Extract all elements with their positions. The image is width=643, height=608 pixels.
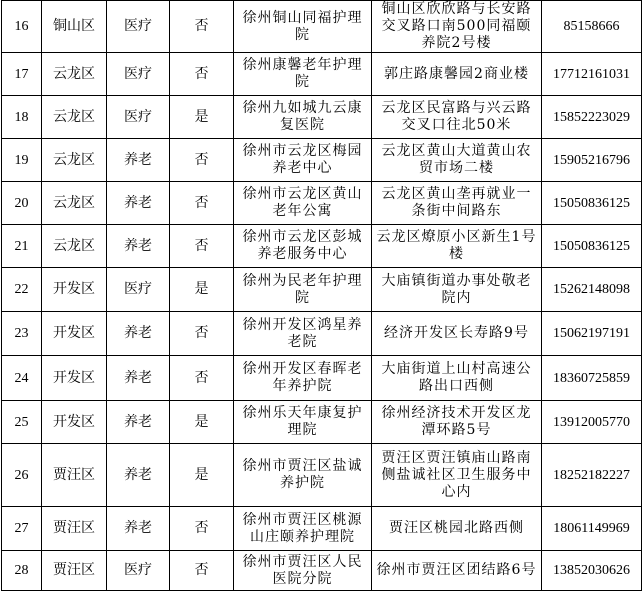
type-cell: 养老	[107, 139, 170, 182]
row-number: 19	[2, 139, 42, 182]
institution-name-cell: 徐州铜山同福护理院	[234, 1, 372, 53]
table-row	[2, 401, 642, 444]
table-row	[2, 551, 642, 591]
table-row	[2, 225, 642, 268]
table-row	[2, 507, 642, 551]
phone-cell: 18061149969	[542, 507, 642, 551]
type-cell: 医疗	[107, 1, 170, 53]
flag-cell: 否	[170, 53, 234, 96]
table-body	[2, 1, 642, 591]
institution-name-cell: 徐州开发区鸿星养老院	[234, 312, 372, 356]
table-row	[2, 312, 642, 356]
phone-cell: 15050836125	[542, 225, 642, 268]
row-number: 17	[2, 53, 42, 96]
row-number: 28	[2, 551, 42, 591]
institution-name-cell: 徐州九如城九云康复医院	[234, 96, 372, 139]
address-cell: 郭庄路康馨园2商业楼	[372, 53, 542, 96]
address-cell: 铜山区欣欣路与长安路交叉路口南500同福颐养院2号楼	[372, 1, 542, 53]
institution-name-cell: 徐州市贾汪区盐诚养护院	[234, 444, 372, 507]
institution-name-cell: 徐州市贾汪区桃源山庄颐养护理院	[234, 507, 372, 551]
address-cell: 徐州市贾汪区团结路6号	[372, 551, 542, 591]
type-cell: 养老	[107, 312, 170, 356]
address-cell: 贾汪区贾汪镇庙山路南侧盐诚社区卫生服务中心内	[372, 444, 542, 507]
type-cell: 养老	[107, 507, 170, 551]
phone-cell: 85158666	[542, 1, 642, 53]
row-number: 26	[2, 444, 42, 507]
row-number: 18	[2, 96, 42, 139]
type-cell: 医疗	[107, 551, 170, 591]
type-cell: 医疗	[107, 96, 170, 139]
flag-cell: 是	[170, 268, 234, 312]
institution-name-cell: 徐州市云龙区彭城养老服务中心	[234, 225, 372, 268]
district-cell: 开发区	[42, 268, 107, 312]
address-cell: 贾汪区桃园北路西侧	[372, 507, 542, 551]
flag-cell: 否	[170, 139, 234, 182]
institution-table	[1, 0, 642, 591]
flag-cell: 否	[170, 551, 234, 591]
phone-cell: 15852223029	[542, 96, 642, 139]
address-cell: 云龙区黄山垄再就业一条街中间路东	[372, 182, 542, 225]
phone-cell: 18252182227	[542, 444, 642, 507]
row-number: 24	[2, 356, 42, 401]
row-number: 20	[2, 182, 42, 225]
table-row	[2, 96, 642, 139]
table-row	[2, 356, 642, 401]
district-cell: 开发区	[42, 312, 107, 356]
address-cell: 大庙街道上山村高速公路出口西侧	[372, 356, 542, 401]
table-row	[2, 139, 642, 182]
phone-cell: 15050836125	[542, 182, 642, 225]
district-cell: 开发区	[42, 356, 107, 401]
flag-cell: 否	[170, 507, 234, 551]
address-cell: 云龙区黄山大道黄山农贸市场二楼	[372, 139, 542, 182]
flag-cell: 是	[170, 444, 234, 507]
row-number: 25	[2, 401, 42, 444]
district-cell: 云龙区	[42, 139, 107, 182]
flag-cell: 否	[170, 356, 234, 401]
address-cell: 云龙区燎原小区新生1号楼	[372, 225, 542, 268]
institution-name-cell: 徐州市云龙区梅园养老中心	[234, 139, 372, 182]
institution-name-cell: 徐州乐天年康复护理院	[234, 401, 372, 444]
phone-cell: 13852030626	[542, 551, 642, 591]
table-row	[2, 444, 642, 507]
address-cell: 大庙镇街道办事处敬老院内	[372, 268, 542, 312]
table-row	[2, 1, 642, 53]
flag-cell: 否	[170, 312, 234, 356]
table-row	[2, 182, 642, 225]
institution-name-cell: 徐州为民老年护理院	[234, 268, 372, 312]
flag-cell: 否	[170, 182, 234, 225]
table-row	[2, 268, 642, 312]
institution-name-cell: 徐州康馨老年护理院	[234, 53, 372, 96]
flag-cell: 是	[170, 96, 234, 139]
institution-name-cell: 徐州市云龙区黄山老年公寓	[234, 182, 372, 225]
address-cell: 云龙区民富路与兴云路交叉口往北50米	[372, 96, 542, 139]
type-cell: 医疗	[107, 53, 170, 96]
address-cell: 经济开发区长寿路9号	[372, 312, 542, 356]
flag-cell: 是	[170, 401, 234, 444]
district-cell: 贾汪区	[42, 507, 107, 551]
row-number: 23	[2, 312, 42, 356]
flag-cell: 否	[170, 225, 234, 268]
district-cell: 贾汪区	[42, 444, 107, 507]
row-number: 22	[2, 268, 42, 312]
type-cell: 养老	[107, 225, 170, 268]
flag-cell: 否	[170, 1, 234, 53]
phone-cell: 15905216796	[542, 139, 642, 182]
district-cell: 云龙区	[42, 96, 107, 139]
phone-cell: 13912005770	[542, 401, 642, 444]
type-cell: 医疗	[107, 268, 170, 312]
phone-cell: 18360725859	[542, 356, 642, 401]
institution-name-cell: 徐州开发区春晖老年养护院	[234, 356, 372, 401]
district-cell: 云龙区	[42, 225, 107, 268]
type-cell: 养老	[107, 356, 170, 401]
district-cell: 云龙区	[42, 53, 107, 96]
type-cell: 养老	[107, 401, 170, 444]
district-cell: 铜山区	[42, 1, 107, 53]
phone-cell: 17712161031	[542, 53, 642, 96]
row-number: 27	[2, 507, 42, 551]
address-cell: 徐州经济技术开发区龙潭环路5号	[372, 401, 542, 444]
district-cell: 贾汪区	[42, 551, 107, 591]
district-cell: 开发区	[42, 401, 107, 444]
table-row	[2, 53, 642, 96]
phone-cell: 15262148098	[542, 268, 642, 312]
row-number: 16	[2, 1, 42, 53]
type-cell: 养老	[107, 444, 170, 507]
district-cell: 云龙区	[42, 182, 107, 225]
row-number: 21	[2, 225, 42, 268]
phone-cell: 15062197191	[542, 312, 642, 356]
type-cell: 养老	[107, 182, 170, 225]
institution-name-cell: 徐州市贾汪区人民医院分院	[234, 551, 372, 591]
